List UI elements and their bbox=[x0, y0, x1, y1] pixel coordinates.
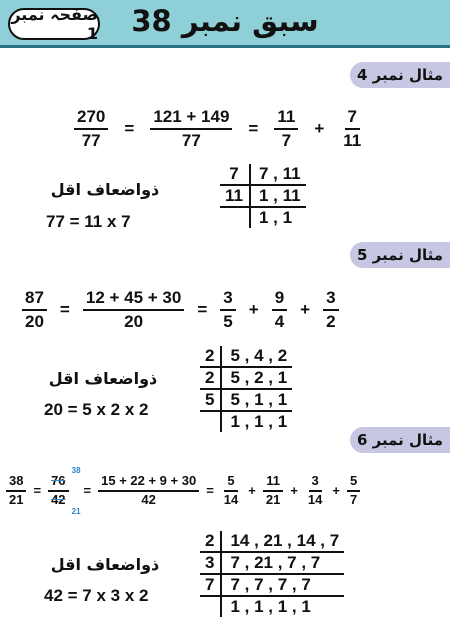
fraction: $\frac{9}{4}$ bbox=[272, 288, 287, 331]
lcm-label: ذواضعاف اقل bbox=[48, 369, 158, 388]
cancel-note-top: 38 bbox=[71, 466, 81, 475]
fraction: $\frac{5}{7}$ bbox=[347, 474, 360, 508]
table-row: 7 7 , 7 , 7 , 7 bbox=[200, 574, 344, 596]
fraction: $\frac{270}{77}$ bbox=[74, 107, 108, 150]
equals-sign: = bbox=[197, 299, 208, 319]
table-row: 2 5 , 4 , 2 bbox=[200, 346, 292, 367]
table-row: 2 5 , 2 , 1 bbox=[200, 367, 292, 389]
table-row: 5 5 , 1 , 1 bbox=[200, 389, 292, 411]
equals-sign: = bbox=[83, 483, 92, 499]
table-row: 2 14 , 21 , 14 , 7 bbox=[200, 531, 344, 552]
lesson-title: سبق نمبر 38 bbox=[131, 4, 319, 38]
division-table bbox=[220, 164, 306, 228]
fraction: $\frac{3}{5}$ bbox=[220, 288, 235, 331]
fraction: $\frac{11}{7}$ bbox=[274, 107, 298, 150]
division-table bbox=[200, 346, 292, 432]
lcm-label: ذواضعاف اقل bbox=[50, 180, 160, 199]
page-number-badge: صفحہ نمبر 1 bbox=[8, 8, 100, 40]
fraction: $\frac{38}{21}$ bbox=[6, 474, 26, 508]
plus-sign: + bbox=[248, 299, 259, 319]
equals-sign: = bbox=[248, 118, 259, 138]
table-row: 1 , 1 bbox=[220, 207, 306, 228]
equals-sign: = bbox=[59, 299, 70, 319]
fraction: $\frac{87}{20}$ bbox=[22, 288, 47, 331]
plus-sign: + bbox=[248, 483, 256, 499]
equals-sign: = bbox=[124, 118, 135, 138]
table-row: 7 7 , 11 bbox=[220, 164, 306, 185]
equals-sign: = bbox=[206, 483, 214, 499]
division-table bbox=[200, 531, 344, 617]
example-4-equation bbox=[74, 107, 364, 150]
example-6-tab: مثال نمبر 6 bbox=[350, 427, 450, 453]
fraction: $\frac{15 + 22 + 9 + 30}{42}$ bbox=[98, 474, 199, 508]
table-row: 3 7 , 21 , 7 , 7 bbox=[200, 552, 344, 574]
cancel-note-bottom: 21 bbox=[71, 506, 81, 516]
fraction: $\frac{121 + 149}{77}$ bbox=[150, 107, 232, 150]
fraction: $\frac{5}{14}$ bbox=[223, 473, 239, 507]
fraction: $\frac{3}{2}$ bbox=[323, 288, 338, 331]
plus-sign: + bbox=[290, 483, 298, 499]
table-row: 1 , 1 , 1 , 1 bbox=[200, 596, 344, 617]
table-row: 1 , 1 , 1 bbox=[200, 411, 292, 432]
equals-sign: = bbox=[33, 483, 42, 499]
example-6-equation bbox=[6, 466, 360, 516]
fraction: $\frac{12 + 45 + 30}{20}$ bbox=[83, 288, 184, 331]
lcm-label: ذواضعاف اقل bbox=[50, 555, 160, 574]
example-5-tab: مثال نمبر 5 bbox=[350, 242, 450, 268]
fraction: $\frac{11}{21}$ bbox=[263, 474, 283, 508]
fraction: $\frac{76}{42}$ bbox=[48, 474, 68, 508]
lcm-formula: 20 = 5 x 2 x 2 bbox=[44, 400, 149, 419]
example-4-tab: مثال نمبر 4 bbox=[350, 62, 450, 88]
fraction: $\frac{3}{14}$ bbox=[307, 473, 323, 507]
reduced-fraction bbox=[48, 466, 81, 516]
table-row: 11 1 , 11 bbox=[220, 185, 306, 207]
fraction: $\frac{7}{11}$ bbox=[343, 107, 362, 150]
plus-sign: + bbox=[314, 118, 325, 138]
example-5-equation bbox=[22, 288, 339, 331]
plus-sign: + bbox=[300, 299, 311, 319]
plus-sign: + bbox=[332, 483, 340, 499]
lcm-formula: 77 = 11 x 7 bbox=[46, 212, 131, 231]
lcm-formula: 42 = 7 x 3 x 2 bbox=[44, 586, 149, 605]
